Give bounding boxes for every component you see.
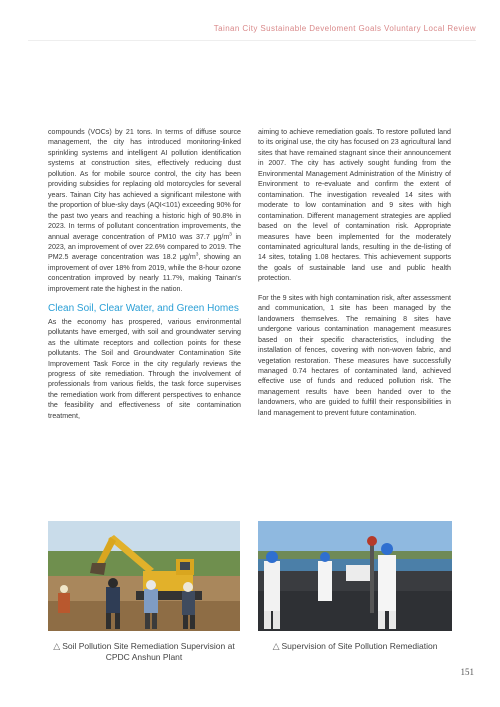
header-divider [28,40,476,41]
running-title: Tainan City Sustainable Develoment Goals Voluntary Local Review [213,24,476,33]
right-paragraph-remediation: aiming to achieve remediation goals. To restore polluted land to its original use, the city has focused on 23 agricultural land sites that have remained stagnant since their announcement in 2007. The city has actively sought funding from the Environmental Management Administration of the Ministry of Environment to re-evaluate and confirm the extent of contamination. The investigation revealed 14 sites with moderate to low contamination and 9 sites with high contamination. Different management strategies are applied based on the level of contamination risk. Appropriate measures have been implemented for the moderately contaminated agricultural lands, resulting in the de-listing of 14 sites, totaling 1.08 hectares. This achievement supports the goals of sustainable land use and public health protection. [258,128,451,283]
excavator-site-illustration [48,521,240,631]
caption-right-photo [255,641,455,652]
header-band [0,0,500,40]
left-paragraph-text-b: in 2023, an improvement of over 22.6% compared to 2019. The PM2.5 average concentration was 18.2 μg/m [48,232,241,262]
left-paragraph-text-a: compounds (VOCs) by 21 tons. In terms of diffuse source management, the city has introduced monitoring-linked sprinkling systems and intelligent AI pollution identification systems at construction sites, effectively reducing dust pollution. As for mobile source control, the city has been providing subsidies for replacing old motorcycles for several years. Tainan City has achieved a significant milestone with the proportion of blue-sky days (AQI<101) exceeding 90% for the past two years and reaching a historic high of 90.8% in 2023. In terms of pollutant concentration improvements, the annual average concentration of PM10 was 37.7 μg/m [48,128,241,241]
left-paragraph-air-quality [48,127,241,294]
remediation-site-illustration [258,521,452,631]
triangle-marker-icon: △ [53,641,61,651]
triangle-marker-icon: △ [272,641,280,651]
caption-left-text: Soil Pollution Site Remediation Supervision at CPDC Anshun Plant [62,641,235,662]
left-paragraph-soil: As the economy has prospered, various environmental pollutants have emerged, with soil and groundwater serving as the ultimate receptors and collection points for these pollutants. The Soil and Groundwater Contamination Site Improvement Task Force in the city regularly reviews the progress of site remediation. Through the involvement of professionals from various fields, the task force supervises the remediation work from different perspectives to enhance the feasibility and effectiveness of site contamination treatment, [48,317,241,420]
caption-right-text: Supervision of Site Pollution Remediation [281,641,438,651]
right-paragraph-high-risk-sites: For the 9 sites with high contamination risk, after assessment and communication, 1 site has been managed by the landowners themselves. The remaining 8 sites have undergone various contamination management measures based on their specific characteristics, including the installation of fences, covering with non-woven fabric, and vegetation restoration. These measures have successfully managed 0.74 hectares of contaminated land, achieved effective use of funds and reduced pollution risk. The management results have been handed over to the landowners, who are guided to fulfill their responsibilities in land management to prevent future contamination. [258,293,451,417]
photo-remediation-supervision [258,521,452,631]
superscript-cubic: 3 [229,232,232,238]
page-number: 151 [460,667,474,677]
left-paragraph-text-c: , showing an improvement of over 18% from 2019, while the 8-hour ozone concentration improved by nearly 11.7%, making Tainan's improvement rate the highest in the nation. [48,253,241,293]
superscript-cubic: 3 [195,253,199,259]
caption-left-photo [44,641,244,663]
left-column [48,127,241,430]
photo-excavator-site [48,521,240,631]
right-column [258,127,451,427]
section-heading: Clean Soil, Clear Water, and Green Homes [48,303,239,315]
